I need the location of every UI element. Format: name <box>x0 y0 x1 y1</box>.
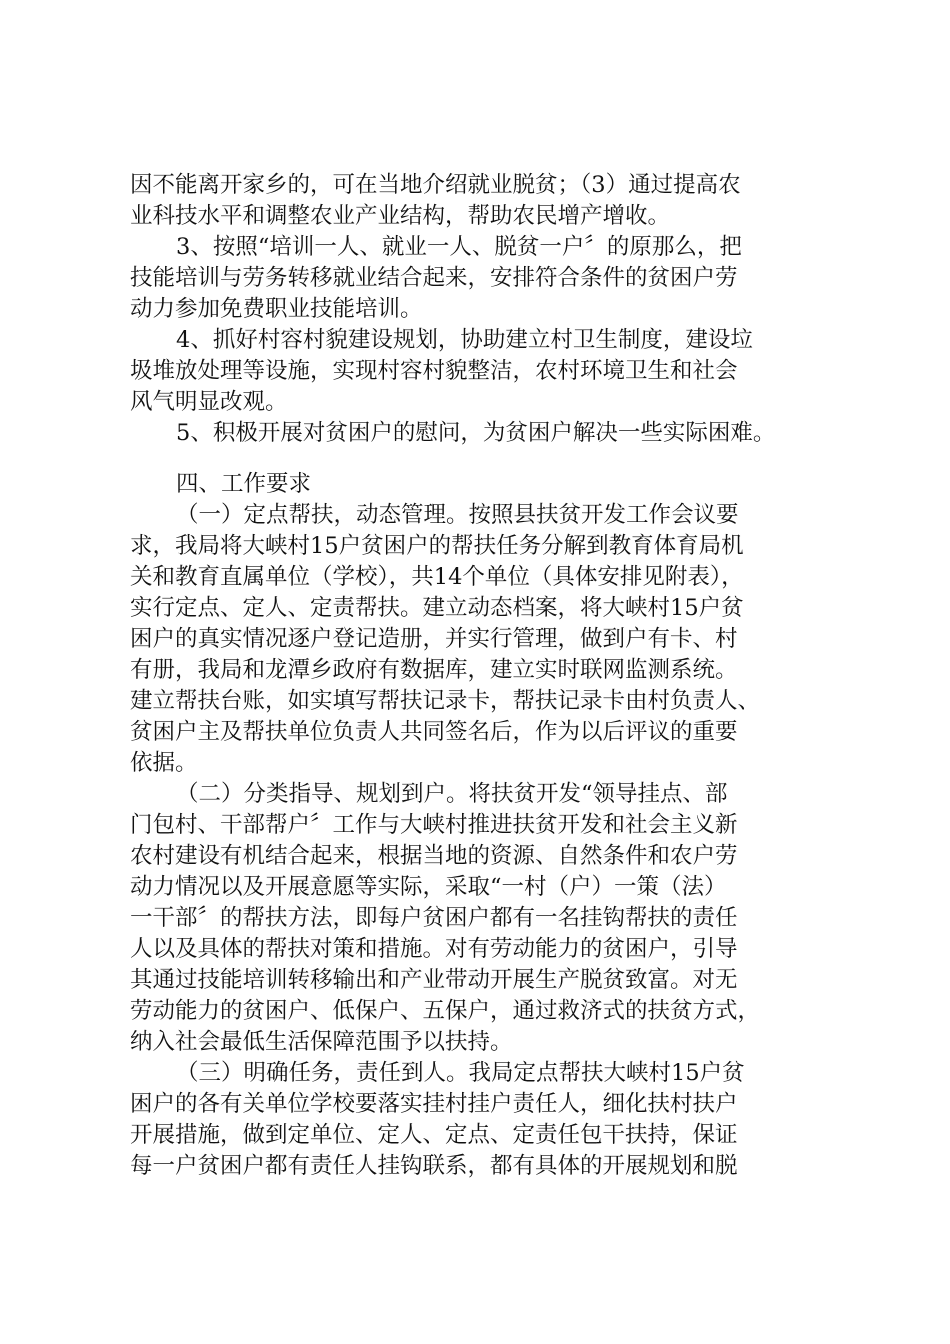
text-line: 开展措施，做到定单位、定人、定点、定责任包干扶持，保证 <box>130 1122 738 1148</box>
text-line: 困户的真实情况逐户登记造册，并实行管理，做到户有卡、村 <box>130 626 738 652</box>
text-line: 门包村、干部帮户〞工作与大峡村推进扶贫开发和社会主义新 <box>130 812 738 838</box>
text-line: 每一户贫困户都有责任人挂钩联系，都有具体的开展规划和脱 <box>130 1153 738 1179</box>
text-line: 风气明显改观。 <box>130 389 288 415</box>
text-line: （二）分类指导、规划到户。将扶贫开发“领导挂点、部 <box>176 781 728 807</box>
text-line: 求，我局将大峡村15户贫困户的帮扶任务分解到教育体育局机 <box>130 533 744 559</box>
text-line: 4、抓好村容村貌建设规划，协助建立村卫生制度，建设垃 <box>176 327 753 353</box>
text-line: 困户的各有关单位学校要落实挂村挂户责任人，细化扶村扶户 <box>130 1091 738 1117</box>
text-line: 技能培训与劳务转移就业结合起来，安排符合条件的贫困户劳 <box>130 265 738 291</box>
text-line: 实行定点、定人、定责帮扶。建立动态档案，将大峡村15户贫 <box>130 595 744 621</box>
paragraph-gap <box>130 449 850 469</box>
text-line: （三）明确任务，责任到人。我局定点帮扶大峡村15户贫 <box>176 1060 745 1086</box>
text-line: 建立帮扶台账，如实填写帮扶记录卡，帮扶记录卡由村负责人、 <box>130 688 761 714</box>
text-line: 劳动能力的贫困户、低保户、五保户，通过救济式的扶贫方式， <box>130 998 761 1024</box>
text-line: 动力参加免费职业技能培训。 <box>130 296 423 322</box>
text-line: 人以及具体的帮扶对策和措施。对有劳动能力的贫困户，引导 <box>130 936 738 962</box>
text-line: 有册，我局和龙潭乡政府有数据库，建立实时联网监测系统。 <box>130 657 738 683</box>
section-heading: 四、工作要求 <box>176 471 312 497</box>
text-line: 关和教育直属单位（学校），共14个单位（具体安排见附表）， <box>130 564 744 590</box>
text-line: 一干部〞的帮扶方法，即每户贫困户都有一名挂钩帮扶的责任 <box>130 905 738 931</box>
text-line: 业科技水平和调整农业产业结构，帮助农民增产增收。 <box>130 203 671 229</box>
text-line: 贫困户主及帮扶单位负责人共同签名后，作为以后评议的重要 <box>130 719 738 745</box>
text-line: 因不能离开家乡的，可在当地介绍就业脱贫；（3）通过提高农 <box>130 172 741 198</box>
text-line: （一）定点帮扶，动态管理。按照县扶贫开发工作会议要 <box>176 502 739 528</box>
document-body <box>130 170 850 1182</box>
text-line: 依据。 <box>130 750 198 776</box>
text-line: 其通过技能培训转移输出和产业带动开展生产脱贫致富。对无 <box>130 967 738 993</box>
text-line: 纳入社会最低生活保障范围予以扶持。 <box>130 1029 513 1055</box>
text-line: 动力情况以及开展意愿等实际，采取“一村（户）一策（法） <box>130 874 727 900</box>
text-line: 3、按照“培训一人、就业一人、脱贫一户〞的原那么，把 <box>176 234 742 260</box>
text-line: 圾堆放处理等设施，实现村容村貌整洁，农村环境卫生和社会 <box>130 358 738 384</box>
text-line: 5、积极开展对贫困户的慰问，为贫困户解决一些实际困难。 <box>176 420 776 446</box>
text-line: 农村建设有机结合起来，根据当地的资源、自然条件和农户劳 <box>130 843 738 869</box>
